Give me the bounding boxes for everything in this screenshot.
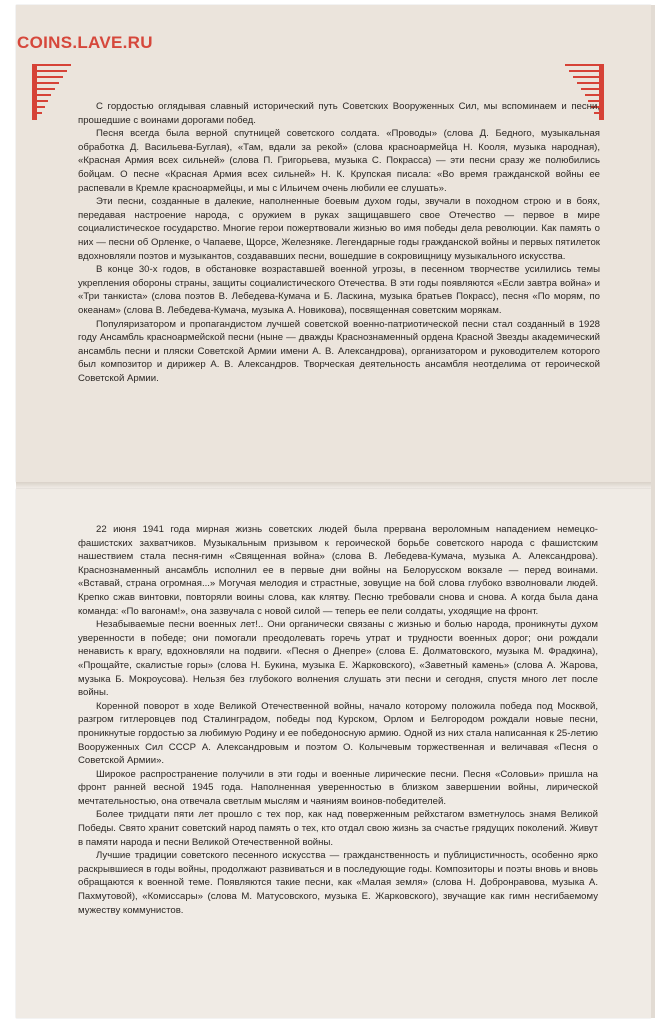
top-page-text <box>78 100 600 385</box>
paragraph: В конце 30-х годов, в обстановке возраставшей военной угрозы, в песенном творчестве усилились темы укрепления обороны страны, защиты социалистического Отечества. В эти годы появляются «Если завтра война» и «Три танкиста» (слова поэтов В. Лебедева-Кумача и Б. Ласкина, музыка братьев Покрасс), песня «По морям, по океанам» (слова В. Лебедева-Кумача, музыка А. Новикова), посвященная советским морякам. <box>78 264 600 316</box>
paragraph: Популяризатором и пропагандистом лучшей советской военно-патриотической песни стал созданный в 1928 году Ансамбль красноармейской песни (ныне — дважды Краснознаменный ордена Красной Звезды академический ансамбль песни и пляски Советской Армии имени А. В. Александрова), организатором и руководителем которого был композитор и дирижер А. В. Александров. Творческая деятельность ансамбля неотделима от героической Советской Армии. <box>78 318 600 384</box>
bottom-page-text <box>78 523 598 917</box>
paragraph: Эти песни, созданные в далекие, наполненные боевым духом годы, звучали в походном строю и в боях, передавая настроение народа, с оружием в руках защищавшего свое Отечество — первое в мире социалистическое государство. Многие герои пожертвовали жизнью во имя победы дела революции. Как память о них — песни об Орленке, о Чапаеве, Щорсе, Железняке. Легендарные годы гражданской войны и первых пятилеток вдохновляли поэтов и музыкантов, создававших песни, вошедшие в сокровищницу музыкального искусства. <box>78 196 600 262</box>
paragraph: С гордостью оглядывая славный исторический путь Советских Вооруженных Сил, мы вспоминаем и песни, прошедшие с воинами дорогами побед. <box>78 101 600 126</box>
paragraph: 22 июня 1941 года мирная жизнь советских людей была прервана вероломным нападением немецко-фашистских захватчиков. Музыкальным призывом к героической борьбе советского народа с фашистским нашествием стала песня-гимн «Священная война» (слова В. Лебедева-Кумача, музыка А. Александрова). Краснознаменный ансамбль исполнил ее в первые дни войны на Белорусском вокзале — перед воинами. «Вставай, страна огромная...» Могучая мелодия и страстные, зовущие на бой слова глубоко взволновали людей. Крепко сжав винтовки, повторяли воины слова, как клятву. Песню требовали снова и снова. А когда была дана команда: «По вагонам!», она зазвучала с новой силой — теперь ее пели солдаты, уходящие на фронт. <box>78 524 598 617</box>
paragraph: Незабываемые песни военных лет!.. Они органически связаны с жизнью и болью народа, проникнуты духом уверенности в победе; они помогали преодолевать горечь утрат и трудности военных дорог; они рождали ненависть к врагу, вдохновляли на подвиги. «Песня о Днепре» (слова Е. Долматовского, музыка М. Фрадкина), «Прощайте, скалистые горы» (слова Н. Букина, музыка Е. Жарковского), «Заветный камень» (слова А. Жарова, музыка Б. Мокроусова). Нельзя без глубокого волнения слушать эти песни и сегодня, спустя много лет после войны. <box>78 619 598 699</box>
paragraph: Широкое распространение получили в эти годы и военные лирические песни. Песня «Соловьи» пришла на фронт ранней весной 1945 года. Наполненная уверенностью в близком завершении войны, лирической мечтательностью, она отвечала светлым мыслям и чаяниям воинов-победителей. <box>78 768 598 807</box>
page-fold <box>16 482 651 489</box>
sheet-edge <box>651 5 655 1018</box>
paragraph: Лучшие традиции советского песенного искусства — гражданственность и публицистичность, особенно ярко раскрывшиеся в годы войны, продолжают развиваться и в последующие годы. Композиторы и поэты вновь и вновь обращаются к военной теме. Появляются такие песни, как «Малая земля» (слова Н. Добронравова, музыка А. Пахмутовой), «Комиссары» (слова М. Матусовского, музыка Е. Жарковского), звучащие как гимн несгибаемому мужеству коммунистов. <box>78 850 598 916</box>
paragraph: Коренной поворот в ходе Великой Отечественной войны, начало которому положила победа под Москвой, разгром гитлеровцев под Сталинградом, победы под Курском, Орлом и Белгородом рождали новые песни, проникнутые гордостью за любимую Родину и ее победоносную армию. Одной из них стала написанная к 25-летию Вооруженных Сил СССР А. Александровым и поэтом О. Колычевым торжественная и величавая «Песня о Советской Армии». <box>78 700 598 767</box>
corner-ornament-left <box>32 64 72 120</box>
paragraph: Песня всегда была верной спутницей советского солдата. «Проводы» (слова Д. Бедного, музыкальная обработка Д. Васильева-Буглая), «Там, вдали за рекой» (слова красноармейца Н. Кооля, музыка народная), «Красная Армия всех сильней» (слова П. Григорьева, музыка С. Покрасса) — эти песни сразу же полюбились бойцам. О песне «Красная Армия всех сильней» Н. К. Крупская писала: «Во время гражданской войны ее распевали в Кремле красноармейцы, и мы с Ильичем очень любили ее слушать». <box>78 128 600 194</box>
paragraph: Более тридцати пяти лет прошло с тех пор, как над поверженным рейхстагом взметнулось знамя Великой Победы. Свято хранит советский народ память о тех, кто отдал свою жизнь за счастье грядущих поколений. Живут в памяти народа и песни Великой Отечественной войны. <box>78 809 598 848</box>
watermark: COINS.LAVE.RU <box>17 33 153 52</box>
